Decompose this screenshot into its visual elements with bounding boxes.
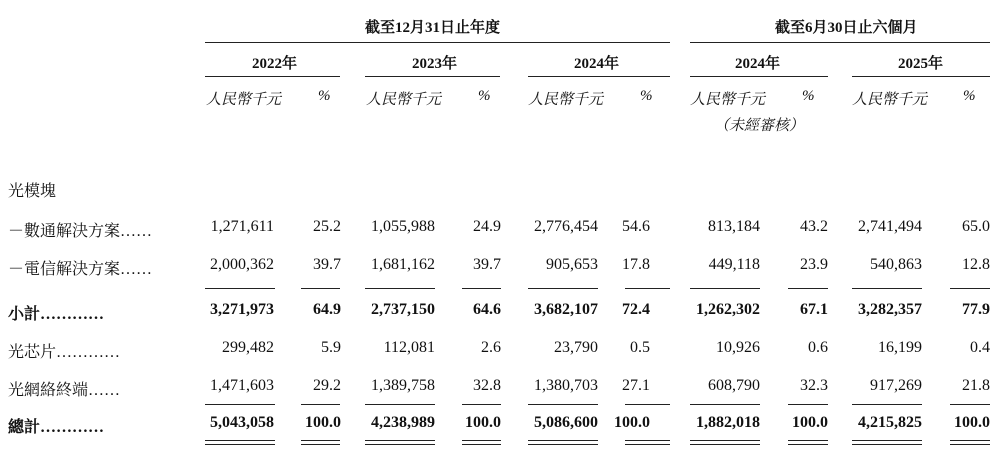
double-underline <box>625 440 670 441</box>
amount-cell: 1,882,018 <box>696 414 760 431</box>
amount-cell: 608,790 <box>708 377 760 394</box>
percent-cell: 32.8 <box>473 377 501 394</box>
amount-cell: 1,471,603 <box>210 377 274 394</box>
period-rule <box>690 76 828 77</box>
period-header: 2025年 <box>898 56 944 72</box>
percent-cell: 29.2 <box>313 377 341 394</box>
double-underline <box>301 444 340 445</box>
row-label-total: 總計………… <box>8 419 105 436</box>
unit-header: 人民幣千元 <box>690 92 766 108</box>
unit-header: 人民幣千元 <box>366 92 442 108</box>
period-header: 2024年 <box>574 56 620 72</box>
percent-header: % <box>640 88 653 104</box>
subtotal-rule <box>205 288 275 289</box>
double-underline <box>365 440 435 441</box>
amount-cell: 112,081 <box>383 339 435 356</box>
amount-cell: 2,737,150 <box>371 301 435 318</box>
amount-cell: 540,863 <box>870 256 922 273</box>
amount-cell: 299,482 <box>222 339 274 356</box>
double-underline <box>852 440 922 441</box>
double-underline <box>528 444 598 445</box>
percent-header: % <box>963 88 976 104</box>
double-underline <box>205 440 275 441</box>
subtotal-rule <box>852 288 922 289</box>
double-underline <box>788 440 828 441</box>
amount-cell: 917,269 <box>870 377 922 394</box>
unit-header: 人民幣千元 <box>528 92 604 108</box>
row-label-optical-chips: 光芯片………… <box>8 344 121 361</box>
amount-cell: 16,199 <box>878 339 922 356</box>
row-label-ont: 光網絡終端…… <box>8 382 121 399</box>
subtotal-rule <box>788 288 828 289</box>
amount-cell: 1,681,162 <box>371 256 435 273</box>
total-rule <box>528 404 598 405</box>
group-header-six-months: 截至6月30日止六個月 <box>775 20 918 36</box>
double-underline <box>301 440 340 441</box>
percent-cell: 100.0 <box>465 414 501 431</box>
percent-cell: 72.4 <box>622 301 650 318</box>
amount-cell: 449,118 <box>708 256 760 273</box>
percent-cell: 5.9 <box>321 339 341 356</box>
percent-cell: 100.0 <box>305 414 341 431</box>
row-label-subtotal: 小計………… <box>8 306 105 323</box>
row-label-telecom: －電信解決方案…… <box>8 261 153 278</box>
amount-cell: 1,262,302 <box>696 301 760 318</box>
group-rule-six-months <box>690 42 990 43</box>
percent-cell: 17.8 <box>622 256 650 273</box>
percent-cell: 0.5 <box>630 339 650 356</box>
subtotal-rule <box>462 288 501 289</box>
period-rule <box>852 76 990 77</box>
amount-cell: 23,790 <box>554 339 598 356</box>
percent-cell: 43.2 <box>800 218 828 235</box>
percent-cell: 39.7 <box>473 256 501 273</box>
row-label-datacom: －數通解決方案…… <box>8 223 153 240</box>
double-underline <box>462 440 501 441</box>
amount-cell: 5,043,058 <box>210 414 274 431</box>
double-underline <box>690 444 760 445</box>
total-rule <box>950 404 990 405</box>
subtotal-rule <box>365 288 435 289</box>
double-underline <box>950 440 990 441</box>
percent-cell: 24.9 <box>473 218 501 235</box>
percent-cell: 2.6 <box>481 339 501 356</box>
percent-cell: 23.9 <box>800 256 828 273</box>
amount-cell: 905,653 <box>546 256 598 273</box>
subtotal-rule <box>528 288 598 289</box>
period-header: 2023年 <box>412 56 458 72</box>
period-rule <box>365 76 500 77</box>
total-rule <box>301 404 340 405</box>
percent-cell: 64.6 <box>473 301 501 318</box>
double-underline <box>690 440 760 441</box>
double-underline <box>852 444 922 445</box>
total-rule <box>788 404 828 405</box>
total-rule <box>625 404 670 405</box>
amount-cell: 2,741,494 <box>858 218 922 235</box>
unit-header: 人民幣千元 <box>852 92 928 108</box>
percent-cell: 39.7 <box>313 256 341 273</box>
percent-cell: 65.0 <box>962 218 990 235</box>
subtotal-rule <box>301 288 340 289</box>
double-underline <box>365 444 435 445</box>
group-header-annual: 截至12月31日止年度 <box>365 20 501 36</box>
percent-cell: 21.8 <box>962 377 990 394</box>
double-underline <box>950 444 990 445</box>
amount-cell: 3,682,107 <box>534 301 598 318</box>
amount-cell: 3,282,357 <box>858 301 922 318</box>
total-rule <box>690 404 760 405</box>
period-rule <box>205 76 340 77</box>
double-underline <box>205 444 275 445</box>
amount-cell: 1,055,988 <box>371 218 435 235</box>
percent-cell: 0.4 <box>970 339 990 356</box>
period-header: 2024年 <box>735 56 781 72</box>
double-underline <box>462 444 501 445</box>
row-label-optical-modules: 光模塊 <box>8 183 57 200</box>
period-rule <box>528 76 670 77</box>
amount-cell: 3,271,973 <box>210 301 274 318</box>
percent-cell: 0.6 <box>808 339 828 356</box>
total-rule <box>205 404 275 405</box>
percent-cell: 67.1 <box>800 301 828 318</box>
double-underline <box>788 444 828 445</box>
subtotal-rule <box>625 288 670 289</box>
amount-cell: 2,000,362 <box>210 256 274 273</box>
percent-cell: 27.1 <box>622 377 650 394</box>
percent-cell: 77.9 <box>962 301 990 318</box>
total-rule <box>462 404 501 405</box>
percent-header: % <box>478 88 491 104</box>
amount-cell: 4,215,825 <box>858 414 922 431</box>
unit-header: 人民幣千元 <box>206 92 282 108</box>
amount-cell: 1,271,611 <box>210 218 274 235</box>
double-underline <box>528 440 598 441</box>
total-rule <box>365 404 435 405</box>
subtotal-rule <box>950 288 990 289</box>
percent-cell: 32.3 <box>800 377 828 394</box>
period-header: 2022年 <box>252 56 298 72</box>
total-rule <box>852 404 922 405</box>
amount-cell: 1,389,758 <box>371 377 435 394</box>
percent-header: % <box>802 88 815 104</box>
subtotal-rule <box>690 288 760 289</box>
amount-cell: 1,380,703 <box>534 377 598 394</box>
amount-cell: 10,926 <box>716 339 760 356</box>
percent-cell: 54.6 <box>622 218 650 235</box>
percent-cell: 100.0 <box>614 414 650 431</box>
double-underline <box>625 444 670 445</box>
amount-cell: 4,238,989 <box>371 414 435 431</box>
percent-cell: 100.0 <box>792 414 828 431</box>
percent-cell: 100.0 <box>954 414 990 431</box>
percent-header: % <box>318 88 331 104</box>
percent-cell: 25.2 <box>313 218 341 235</box>
group-rule-annual <box>205 42 670 43</box>
amount-cell: 813,184 <box>708 218 760 235</box>
amount-cell: 2,776,454 <box>534 218 598 235</box>
amount-cell: 5,086,600 <box>534 414 598 431</box>
percent-cell: 12.8 <box>962 256 990 273</box>
percent-cell: 64.9 <box>313 301 341 318</box>
unaudited-note: （未經審核） <box>714 118 805 134</box>
